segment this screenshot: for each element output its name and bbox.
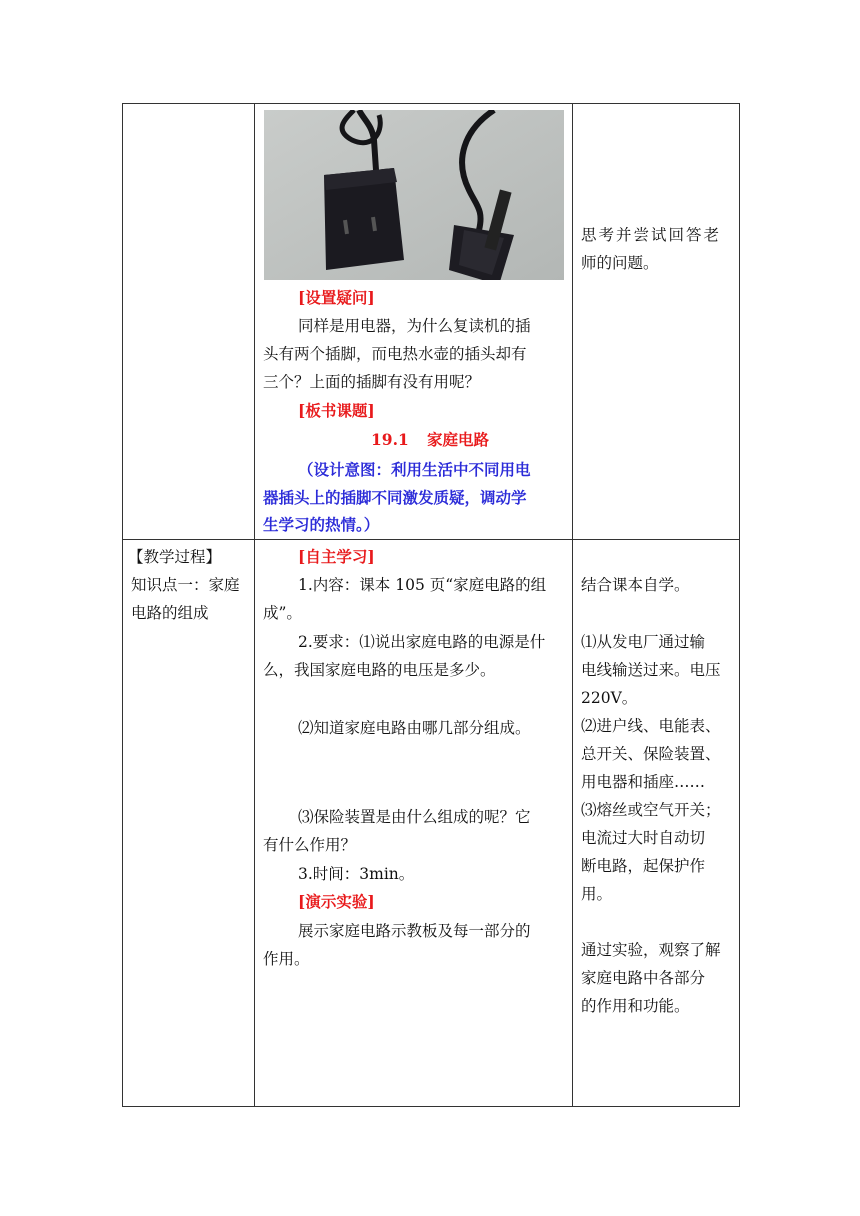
- table-row: [123, 540, 740, 1107]
- student-line: 通过实验，观察了解: [581, 941, 721, 959]
- knowledge-point-line: 知识点一：家庭: [131, 576, 240, 594]
- requirement-line: 2.要求：⑴说出家庭电路的电源是什: [298, 633, 546, 651]
- demo-line: 作用。: [263, 950, 310, 968]
- requirement-3-line: 有什么作用？: [263, 836, 357, 854]
- student-line: 师的问题。: [581, 254, 659, 272]
- stage-cell: [123, 540, 255, 1107]
- student-line: ⑶熔丝或空气开关；: [581, 801, 721, 819]
- knowledge-point-line: 电路的组成: [131, 604, 209, 622]
- student-line: 断电路，起保护作: [581, 857, 706, 875]
- question-line: 三个？上面的插脚有没有用呢？: [263, 373, 481, 391]
- student-activity-cell: [573, 540, 740, 1107]
- self-study-heading: [自主学习]: [298, 547, 375, 566]
- student-line: 家庭电路中各部分: [581, 969, 706, 987]
- requirement-3-line: ⑶保险装置是由什么组成的呢？它: [298, 808, 531, 826]
- demo-line: 展示家庭电路示教板及每一部分的: [298, 922, 531, 940]
- student-line: 220V。: [581, 689, 638, 707]
- student-line: 的作用和功能。: [581, 997, 690, 1015]
- student-line: 电流过大时自动切: [581, 829, 706, 847]
- design-intent-line: 生学习的热情。）: [263, 515, 380, 534]
- content-line: 成”。: [263, 604, 302, 622]
- process-heading: 【教学过程】: [128, 548, 222, 566]
- lesson-number: 19.1: [371, 430, 409, 449]
- requirement-2: ⑵知道家庭电路由哪几部分组成。: [298, 719, 531, 737]
- set-question-heading: [设置疑问]: [298, 288, 375, 307]
- design-intent-line: 器插头上的插脚不同激发质疑，调动学: [263, 488, 527, 507]
- question-line: 同样是用电器，为什么复读机的插: [298, 317, 531, 335]
- question-line: 头有两个插脚，而电热水壶的插头却有: [263, 345, 527, 363]
- design-intent-line: （设计意图：利用生活中不同用电: [298, 460, 531, 479]
- student-line: 用电器和插座……: [581, 773, 706, 791]
- demo-heading: [演示实验]: [298, 892, 375, 911]
- student-line: 思考并尝试回答老: [581, 226, 722, 244]
- teacher-activity-cell: [255, 104, 573, 540]
- adapter-plug-photo: [264, 110, 564, 280]
- lesson-plan-table: [122, 103, 740, 1107]
- time-line: 3.时间：3min。: [298, 865, 415, 883]
- student-line: 结合课本自学。: [581, 576, 690, 594]
- table-row: [123, 104, 740, 540]
- student-activity-cell: [573, 104, 740, 540]
- lesson-title: 家庭电路: [427, 430, 490, 449]
- board-heading: [板书课题]: [298, 401, 375, 420]
- requirement-line: 么，我国家庭电路的电压是多少。: [263, 661, 496, 679]
- content-line: 1.内容：课本 105 页“家庭电路的组: [298, 576, 547, 594]
- student-line: 电线输送过来。电压: [581, 661, 721, 679]
- student-line: 总开关、保险装置、: [581, 745, 721, 763]
- student-line: ⑵进户线、电能表、: [581, 717, 721, 735]
- teacher-activity-cell: [255, 540, 573, 1107]
- stage-cell-empty: [123, 104, 255, 540]
- student-line: ⑴从发电厂通过输: [581, 633, 706, 651]
- student-line: 用。: [581, 885, 613, 903]
